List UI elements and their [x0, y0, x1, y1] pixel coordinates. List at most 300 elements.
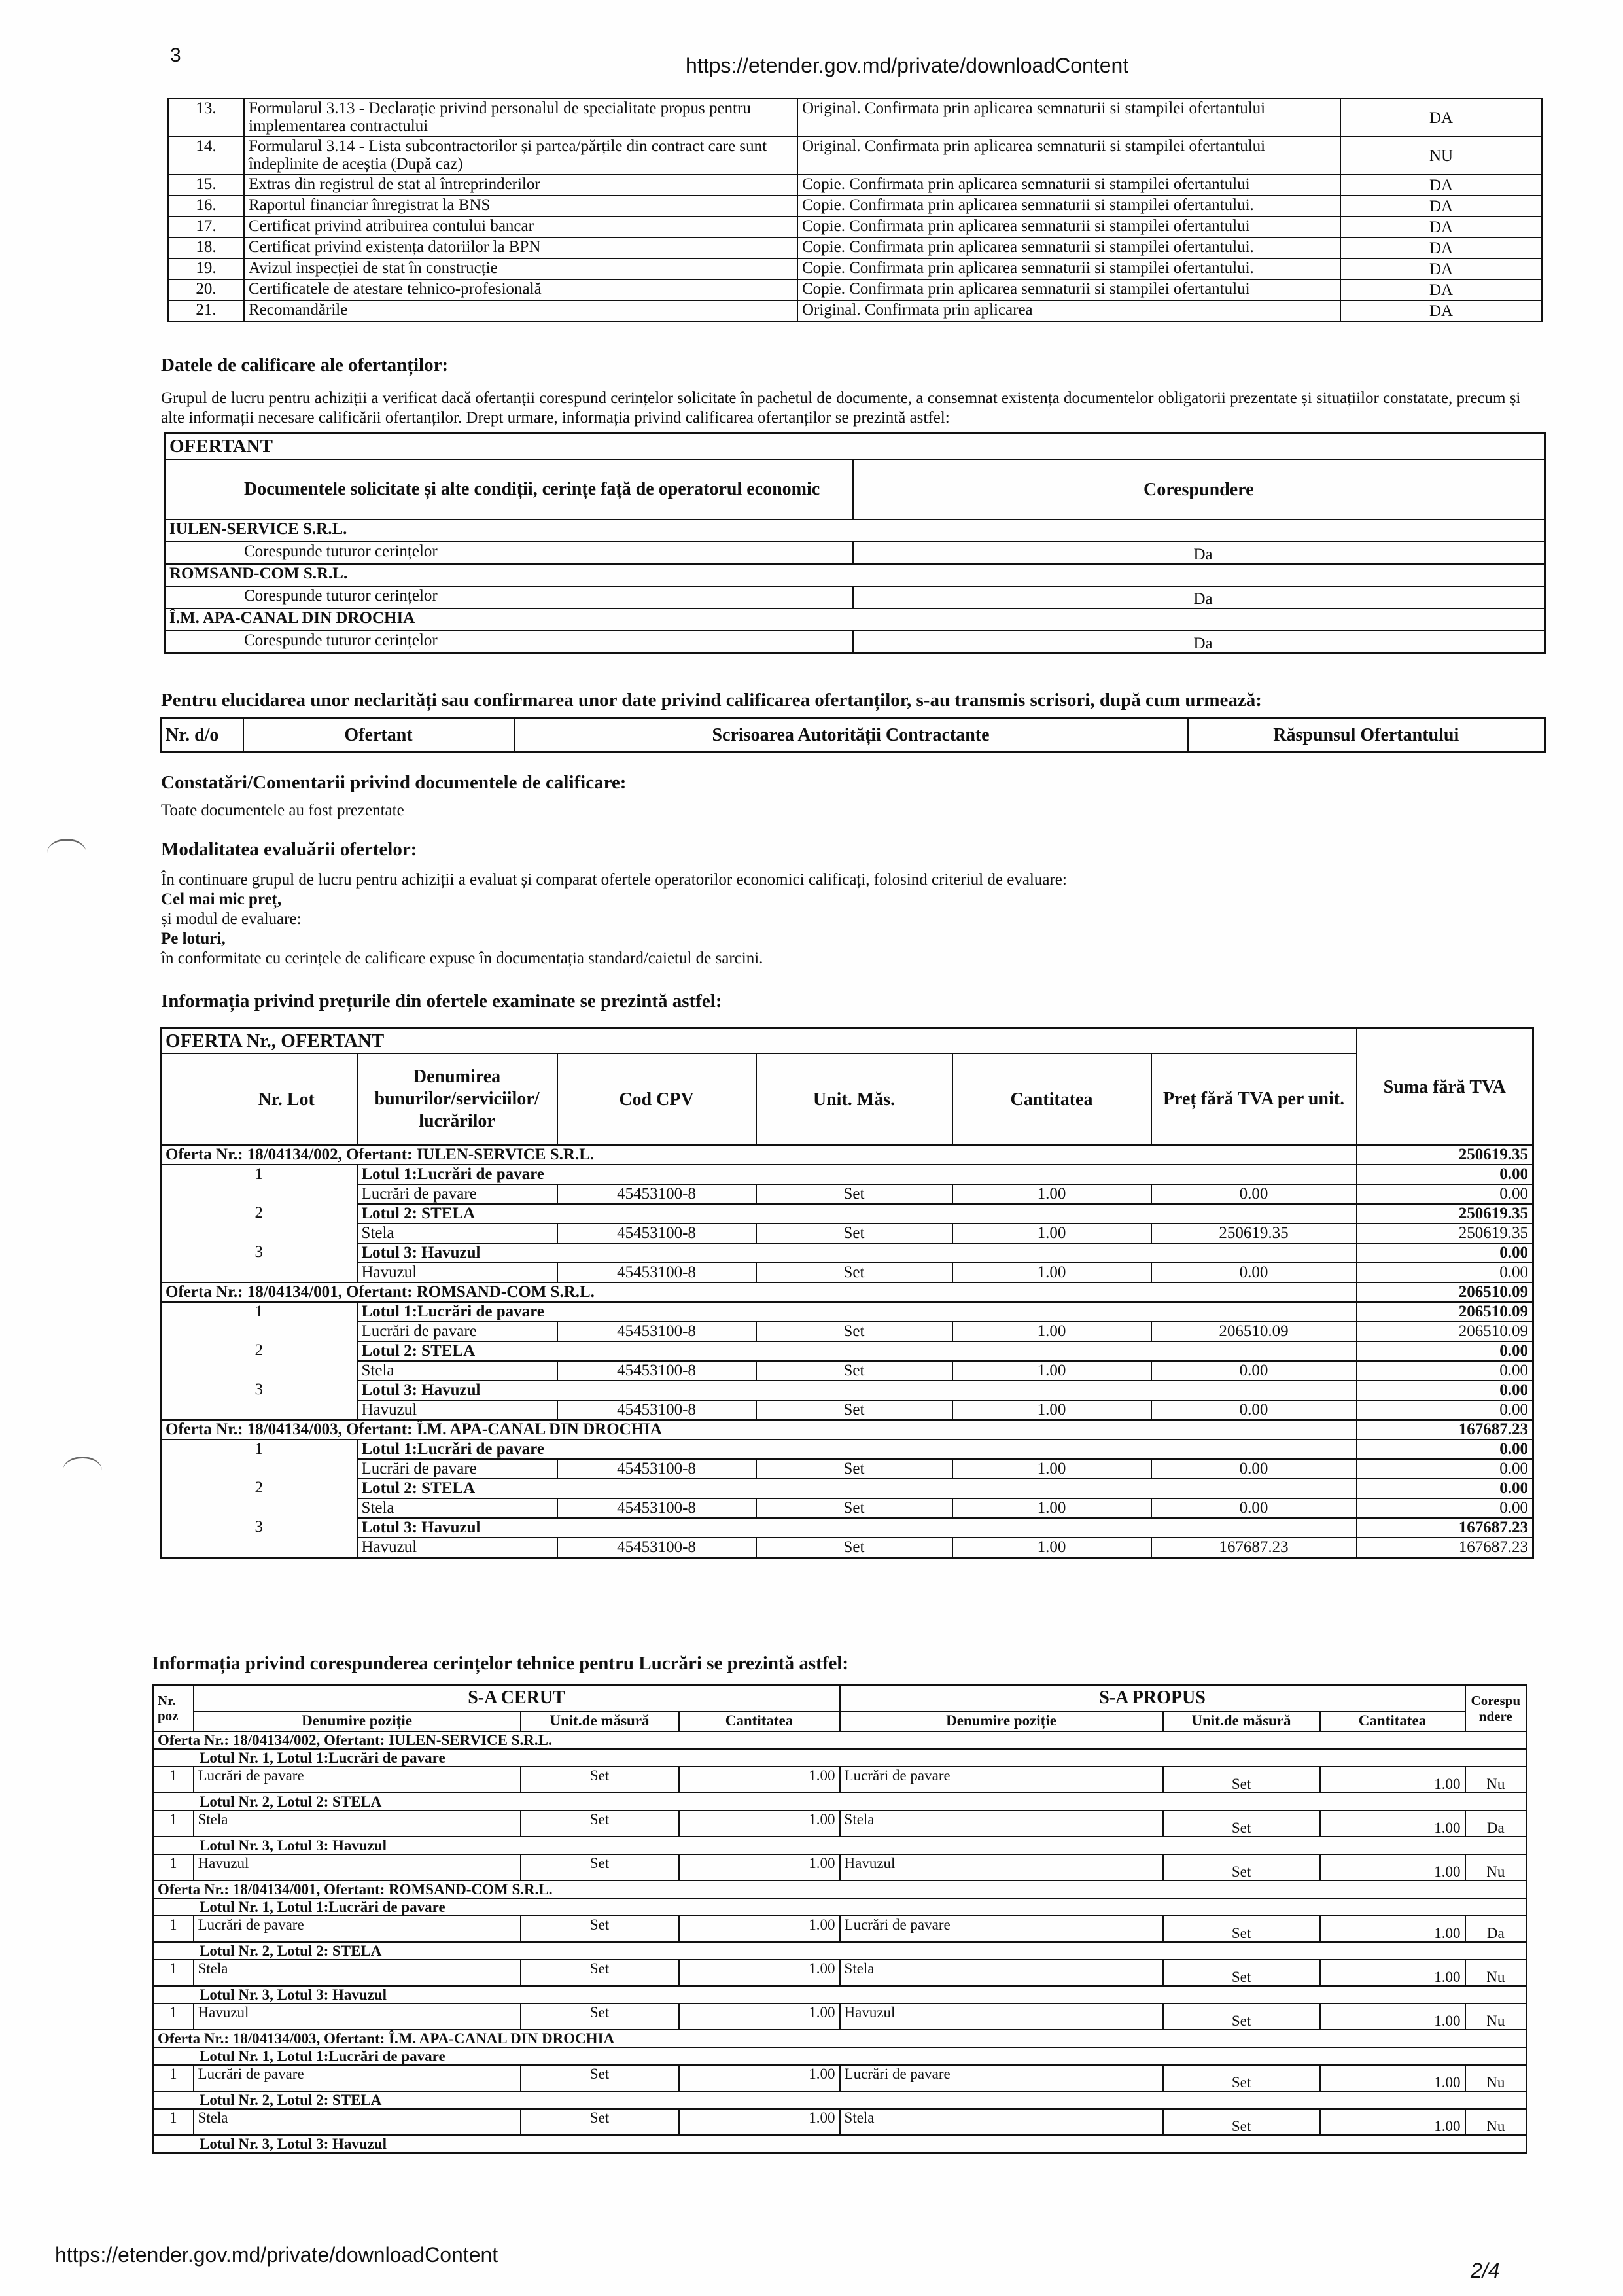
- price-lot-total: 0.00: [1357, 1165, 1533, 1184]
- tech-item-nr: 1: [153, 1810, 194, 1837]
- price-lot-row: [161, 1243, 1533, 1263]
- price-item-sum: 167687.23: [1357, 1538, 1533, 1557]
- price-item-unit: Set: [756, 1224, 952, 1243]
- tech-match: Nu: [1465, 1854, 1527, 1881]
- tech-req-qty: 1.00: [679, 2109, 840, 2135]
- doc-required: DA: [1340, 258, 1542, 279]
- qualification-result-row: [165, 631, 1545, 654]
- price-item-name: Havuzul: [357, 1538, 557, 1557]
- tech-offer-row: [153, 1731, 1527, 1749]
- doc-required: DA: [1340, 99, 1542, 137]
- price-item-name: Lucrări de pavare: [357, 1459, 557, 1479]
- tech-lot-name: Lotul Nr. 3, Lotul 3: Havuzul: [153, 2135, 1527, 2153]
- price-lot-name: Lotul 2: STELA: [357, 1204, 1357, 1224]
- price-item-sum: 0.00: [1357, 1361, 1533, 1381]
- price-item-name: Stela: [357, 1224, 557, 1243]
- doc-form: Copie. Confirmata prin aplicarea semnaturii si stampilei ofertantului.: [797, 196, 1340, 217]
- tech-req-name: Lucrări de pavare: [194, 1916, 521, 1942]
- price-lot-nr: 3: [161, 1381, 357, 1420]
- price-lot-nr: 1: [161, 1439, 357, 1479]
- tech-req-name: Lucrări de pavare: [194, 1767, 521, 1793]
- price-lot-total: 0.00: [1357, 1243, 1533, 1263]
- tech-lot-row: [153, 1898, 1527, 1916]
- tech-req-unit: Set: [521, 1960, 679, 1986]
- prices-col-name: Denumirea bunurilor/serviciilor/ lucrărilor: [357, 1053, 557, 1145]
- price-item-qty: 1.00: [952, 1322, 1151, 1341]
- table-row: [168, 175, 1542, 196]
- prices-col-lot: Nr. Lot: [161, 1053, 357, 1145]
- tech-req-unit: Set: [521, 2109, 679, 2135]
- price-offer-total: 167687.23: [1357, 1420, 1533, 1439]
- table-row: [168, 99, 1542, 137]
- evaluation-mode: Pe loturi,: [161, 930, 226, 947]
- price-item-name: Stela: [357, 1361, 557, 1381]
- price-item-unit: Set: [756, 1361, 952, 1381]
- price-item-name: Havuzul: [357, 1263, 557, 1282]
- price-item-row: [161, 1184, 1533, 1204]
- tech-lot-row: [153, 2091, 1527, 2109]
- tech-lot-row: [153, 1986, 1527, 2004]
- punch-hole: [63, 1457, 102, 1485]
- price-item-qty: 1.00: [952, 1538, 1151, 1557]
- tech-prop-unit: Set: [1163, 2004, 1320, 2030]
- tech-item-nr: 1: [153, 2004, 194, 2030]
- table-row: [168, 137, 1542, 175]
- doc-nr: 17.: [168, 217, 244, 238]
- evaluation-line2: și modul de evaluare:: [161, 910, 302, 928]
- price-lot-total: 0.00: [1357, 1439, 1533, 1459]
- tech-prop-name: Havuzul: [840, 2004, 1163, 2030]
- tech-match: Da: [1465, 1916, 1527, 1942]
- price-lot-total: 206510.09: [1357, 1302, 1533, 1322]
- price-lot-name: Lotul 1:Lucrări de pavare: [357, 1439, 1357, 1459]
- price-lot-row: [161, 1381, 1533, 1400]
- tech-match: Nu: [1465, 1960, 1527, 1986]
- price-item-unit: Set: [756, 1538, 952, 1557]
- price-offer-title: Oferta Nr.: 18/04134/001, Ofertant: ROMSAND-COM S.R.L.: [161, 1282, 1357, 1302]
- price-item-row: [161, 1361, 1533, 1381]
- tech-item-nr: 1: [153, 1960, 194, 1986]
- tech-req-name: Havuzul: [194, 1854, 521, 1881]
- qualification-offerer-row: [165, 609, 1545, 631]
- price-item-qty: 1.00: [952, 1400, 1151, 1420]
- technical-col-proposed: S-A PROPUS: [840, 1686, 1465, 1712]
- price-item-sum: 0.00: [1357, 1459, 1533, 1479]
- price-lot-name: Lotul 1:Lucrări de pavare: [357, 1302, 1357, 1322]
- tech-item-row: [153, 1854, 1527, 1881]
- tech-offer-title: Oferta Nr.: 18/04134/003, Ofertant: Î.M. APA-CANAL DIN DROCHIA: [153, 2030, 1527, 2047]
- price-lot-name: Lotul 2: STELA: [357, 1479, 1357, 1498]
- tech-prop-name: Stela: [840, 1810, 1163, 1837]
- doc-name: Formularul 3.14 - Lista subcontractorilor și partea/părțile din contract care sunt îndeplinite de aceștia (După caz): [244, 137, 797, 175]
- tech-prop-name: Stela: [840, 2109, 1163, 2135]
- price-item-qty: 1.00: [952, 1361, 1151, 1381]
- price-lot-nr: 2: [161, 1204, 357, 1243]
- tech-offer-row: [153, 1881, 1527, 1898]
- qualification-table-title: OFERTANT: [165, 433, 1545, 460]
- doc-form: Original. Confirmata prin aplicarea semnaturii si stampilei ofertantului: [797, 137, 1340, 175]
- price-item-qty: 1.00: [952, 1184, 1151, 1204]
- price-offer-total: 250619.35: [1357, 1145, 1533, 1165]
- qualification-table: [164, 432, 1546, 654]
- technical-col-match: Corespundere: [1465, 1686, 1527, 1731]
- tech-lot-row: [153, 1793, 1527, 1810]
- tech-item-nr: 1: [153, 1767, 194, 1793]
- table-row: [168, 258, 1542, 279]
- price-item-name: Havuzul: [357, 1400, 557, 1420]
- tech-offer-row: [153, 2030, 1527, 2047]
- tech-item-nr: 1: [153, 1854, 194, 1881]
- doc-required: NU: [1340, 137, 1542, 175]
- qualification-heading: Datele de calificare ale ofertanților:: [161, 355, 449, 376]
- price-item-price: 0.00: [1151, 1459, 1357, 1479]
- prices-col-price: Preț fără TVA per unit.: [1151, 1053, 1357, 1145]
- qualification-offerer-row: [165, 564, 1545, 586]
- doc-required: DA: [1340, 196, 1542, 217]
- price-item-price: 167687.23: [1151, 1538, 1357, 1557]
- price-item-cpv: 45453100-8: [557, 1184, 756, 1204]
- doc-nr: 19.: [168, 258, 244, 279]
- prices-table: [160, 1027, 1534, 1559]
- qualification-offerer-row: [165, 520, 1545, 542]
- price-lot-row: [161, 1302, 1533, 1322]
- footer-url: https://etender.gov.md/private/downloadContent: [55, 2243, 498, 2267]
- tech-item-row: [153, 2065, 1527, 2091]
- doc-name: Formularul 3.13 - Declarație privind personalul de specialitate propus pentru implementarea contractului: [244, 99, 797, 137]
- table-row: [168, 300, 1542, 321]
- header-url: https://etender.gov.md/private/downloadContent: [686, 54, 1129, 77]
- evaluation-line1: În continuare grupul de lucru pentru achiziții a evaluat și comparat ofertele operatorilor economici calificați, folosind criteriul de evaluare:: [161, 871, 1067, 889]
- price-offer-total: 206510.09: [1357, 1282, 1533, 1302]
- tech-prop-qty: 1.00: [1320, 1767, 1465, 1793]
- doc-nr: 20.: [168, 279, 244, 300]
- doc-required: DA: [1340, 279, 1542, 300]
- tech-item-row: [153, 1767, 1527, 1793]
- doc-nr: 14.: [168, 137, 244, 175]
- doc-name: Certificat privind atribuirea contului bancar: [244, 217, 797, 238]
- tech-item-nr: 1: [153, 2109, 194, 2135]
- tech-lot-name: Lotul Nr. 1, Lotul 1:Lucrări de pavare: [153, 1898, 1527, 1916]
- price-item-unit: Set: [756, 1322, 952, 1341]
- tech-prop-qty: 1.00: [1320, 2109, 1465, 2135]
- tech-prop-unit: Set: [1163, 1810, 1320, 1837]
- tech-prop-unit: Set: [1163, 2065, 1320, 2091]
- tech-prop-name: Lucrări de pavare: [840, 2065, 1163, 2091]
- price-item-sum: 0.00: [1357, 1184, 1533, 1204]
- price-item-name: Lucrări de pavare: [357, 1322, 557, 1341]
- price-item-sum: 0.00: [1357, 1498, 1533, 1518]
- price-item-qty: 1.00: [952, 1263, 1151, 1282]
- price-item-price: 0.00: [1151, 1184, 1357, 1204]
- price-lot-row: [161, 1518, 1533, 1538]
- doc-nr: 13.: [168, 99, 244, 137]
- evaluation-heading: Modalitatea evaluării ofertelor:: [161, 839, 417, 860]
- price-lot-nr: 1: [161, 1165, 357, 1204]
- price-lot-nr: 1: [161, 1302, 357, 1341]
- qualification-result-row: [165, 586, 1545, 609]
- price-item-price: 0.00: [1151, 1498, 1357, 1518]
- doc-nr: 18.: [168, 238, 244, 258]
- prices-col-cpv: Cod CPV: [557, 1053, 756, 1145]
- technical-col-prop-qty: Cantitatea: [1320, 1712, 1465, 1731]
- price-item-unit: Set: [756, 1400, 952, 1420]
- punch-hole: [47, 839, 86, 867]
- doc-nr: 21.: [168, 300, 244, 321]
- tech-req-name: Havuzul: [194, 2004, 521, 2030]
- prices-heading: Informația privind prețurile din ofertele examinate se prezintă astfel:: [161, 991, 722, 1012]
- price-item-unit: Set: [756, 1184, 952, 1204]
- table-row: [168, 238, 1542, 258]
- doc-form: Copie. Confirmata prin aplicarea semnaturii si stampilei ofertantului.: [797, 238, 1340, 258]
- technical-col-req-qty: Cantitatea: [679, 1712, 840, 1731]
- price-lot-name: Lotul 3: Havuzul: [357, 1518, 1357, 1538]
- doc-form: Original. Confirmata prin aplicarea semnaturii si stampilei ofertantului: [797, 99, 1340, 137]
- tech-prop-unit: Set: [1163, 1767, 1320, 1793]
- price-item-qty: 1.00: [952, 1459, 1151, 1479]
- technical-heading: Informația privind corespunderea cerințelor tehnice pentru Lucrări se prezintă astfel:: [152, 1653, 849, 1674]
- price-item-cpv: 45453100-8: [557, 1361, 756, 1381]
- price-lot-row: [161, 1439, 1533, 1459]
- page-number: 2/4: [1471, 2259, 1500, 2282]
- price-lot-row: [161, 1479, 1533, 1498]
- tech-lot-row: [153, 1749, 1527, 1767]
- qualification-paragraph: Grupul de lucru pentru achiziții a verificat dacă ofertanții corespund cerințelor solicitate în pachetul de documente, a consemnat existența documentelor obligatorii prezentate și situațiilor constatate, precum și alte informații necesare calificării ofertanților. Drept urmare, informația privind calificarea ofertanților se prezintă astfel:: [161, 389, 1521, 427]
- qualification-offerer-name: IULEN-SERVICE S.R.L.: [165, 520, 1545, 542]
- tech-prop-unit: Set: [1163, 2109, 1320, 2135]
- tech-lot-name: Lotul Nr. 2, Lotul 2: STELA: [153, 1793, 1527, 1810]
- price-item-row: [161, 1400, 1533, 1420]
- tech-item-row: [153, 2004, 1527, 2030]
- doc-name: Extras din registrul de stat al întreprinderilor: [244, 175, 797, 196]
- tech-req-qty: 1.00: [679, 1960, 840, 1986]
- prices-col-unit: Unit. Măs.: [756, 1053, 952, 1145]
- tech-req-name: Stela: [194, 2109, 521, 2135]
- evaluation-line3: în conformitate cu cerințele de calificare expuse în documentația standard/caietul de sarcini.: [161, 949, 763, 967]
- price-lot-row: [161, 1204, 1533, 1224]
- price-lot-name: Lotul 3: Havuzul: [357, 1243, 1357, 1263]
- table-row: [168, 217, 1542, 238]
- table-row: [168, 196, 1542, 217]
- price-item-cpv: 45453100-8: [557, 1538, 756, 1557]
- tech-offer-title: Oferta Nr.: 18/04134/002, Ofertant: IULEN-SERVICE S.R.L.: [153, 1731, 1527, 1749]
- tech-match: Da: [1465, 1810, 1527, 1837]
- table-row: [168, 279, 1542, 300]
- tech-req-qty: 1.00: [679, 1810, 840, 1837]
- qualification-requirement: Corespunde tuturor cerințelor: [165, 631, 853, 654]
- tech-req-name: Lucrări de pavare: [194, 2065, 521, 2091]
- price-item-row: [161, 1263, 1533, 1282]
- tech-match: Nu: [1465, 2065, 1527, 2091]
- price-item-price: 250619.35: [1151, 1224, 1357, 1243]
- price-item-price: 0.00: [1151, 1263, 1357, 1282]
- doc-name: Recomandările: [244, 300, 797, 321]
- price-item-qty: 1.00: [952, 1224, 1151, 1243]
- price-item-unit: Set: [756, 1263, 952, 1282]
- price-item-cpv: 45453100-8: [557, 1263, 756, 1282]
- price-lot-name: Lotul 1:Lucrări de pavare: [357, 1165, 1357, 1184]
- price-item-row: [161, 1498, 1533, 1518]
- price-item-sum: 0.00: [1357, 1400, 1533, 1420]
- price-item-unit: Set: [756, 1459, 952, 1479]
- tech-lot-row: [153, 1837, 1527, 1854]
- doc-form: Copie. Confirmata prin aplicarea semnaturii si stampilei ofertantului: [797, 279, 1340, 300]
- doc-name: Certificat privind existența datoriilor la BPN: [244, 238, 797, 258]
- prices-col-sum: Suma fără TVA: [1357, 1029, 1533, 1146]
- doc-required: DA: [1340, 300, 1542, 321]
- tech-req-qty: 1.00: [679, 1767, 840, 1793]
- price-lot-total: 0.00: [1357, 1381, 1533, 1400]
- qualification-col-docs: Documentele solicitate și alte condiții, cerințe față de operatorul economic: [165, 459, 853, 520]
- tech-req-name: Stela: [194, 1960, 521, 1986]
- price-lot-total: 0.00: [1357, 1479, 1533, 1498]
- tech-prop-unit: Set: [1163, 1960, 1320, 1986]
- tech-item-row: [153, 1810, 1527, 1837]
- tech-prop-name: Stela: [840, 1960, 1163, 1986]
- price-item-cpv: 45453100-8: [557, 1459, 756, 1479]
- price-lot-name: Lotul 3: Havuzul: [357, 1381, 1357, 1400]
- page-mark: 3: [170, 44, 181, 66]
- price-item-cpv: 45453100-8: [557, 1400, 756, 1420]
- price-offer-title: Oferta Nr.: 18/04134/003, Ofertant: Î.M. APA-CANAL DIN DROCHIA: [161, 1420, 1357, 1439]
- price-offer-row: [161, 1420, 1533, 1439]
- price-item-cpv: 45453100-8: [557, 1498, 756, 1518]
- doc-form: Original. Confirmata prin aplicarea: [797, 300, 1340, 321]
- price-item-row: [161, 1322, 1533, 1341]
- tech-req-qty: 1.00: [679, 1916, 840, 1942]
- price-lot-name: Lotul 2: STELA: [357, 1341, 1357, 1361]
- tech-req-qty: 1.00: [679, 2004, 840, 2030]
- price-lot-total: 167687.23: [1357, 1518, 1533, 1538]
- evaluation-criterion: Cel mai mic preț,: [161, 891, 282, 908]
- qualification-offerer-name: Î.M. APA-CANAL DIN DROCHIA: [165, 609, 1545, 631]
- prices-table-title: OFERTA Nr., OFERTANT: [161, 1029, 1357, 1054]
- price-item-cpv: 45453100-8: [557, 1224, 756, 1243]
- price-lot-row: [161, 1341, 1533, 1361]
- price-offer-row: [161, 1145, 1533, 1165]
- tech-req-unit: Set: [521, 2004, 679, 2030]
- technical-col-prop-unit: Unit.de măsură: [1163, 1712, 1320, 1731]
- tech-match: Nu: [1465, 2109, 1527, 2135]
- technical-col-req-name: Denumire poziție: [194, 1712, 521, 1731]
- price-item-cpv: 45453100-8: [557, 1322, 756, 1341]
- qualification-value: Da: [853, 586, 1545, 609]
- tech-prop-name: Lucrări de pavare: [840, 1916, 1163, 1942]
- price-item-name: Lucrări de pavare: [357, 1184, 557, 1204]
- price-item-row: [161, 1224, 1533, 1243]
- tech-req-qty: 1.00: [679, 2065, 840, 2091]
- qualification-col-match: Corespundere: [853, 459, 1545, 520]
- tech-item-row: [153, 1916, 1527, 1942]
- price-lot-row: [161, 1165, 1533, 1184]
- technical-table: [152, 1684, 1527, 2154]
- doc-name: Certificatele de atestare tehnico-profesională: [244, 279, 797, 300]
- qualification-value: Da: [853, 542, 1545, 564]
- qualification-result-row: [165, 542, 1545, 564]
- tech-req-unit: Set: [521, 1810, 679, 1837]
- letters-col-answer: Răspunsul Ofertantului: [1188, 718, 1545, 752]
- doc-form: Copie. Confirmata prin aplicarea semnaturii si stampilei ofertantului: [797, 175, 1340, 196]
- qualification-requirement: Corespunde tuturor cerințelor: [165, 542, 853, 564]
- tech-lot-row: [153, 2047, 1527, 2065]
- price-item-name: Stela: [357, 1498, 557, 1518]
- tech-prop-name: Havuzul: [840, 1854, 1163, 1881]
- tech-req-unit: Set: [521, 1854, 679, 1881]
- technical-col-prop-name: Denumire poziție: [840, 1712, 1163, 1731]
- tech-req-unit: Set: [521, 1767, 679, 1793]
- tech-req-qty: 1.00: [679, 1854, 840, 1881]
- tech-lot-row: [153, 2135, 1527, 2153]
- price-item-sum: 250619.35: [1357, 1224, 1533, 1243]
- letters-heading: Pentru elucidarea unor neclarități sau confirmarea unor date privind calificarea ofertanților, s-au transmis scrisori, după cum urmează:: [161, 690, 1262, 711]
- price-item-price: 0.00: [1151, 1400, 1357, 1420]
- tech-lot-row: [153, 1942, 1527, 1960]
- doc-required: DA: [1340, 238, 1542, 258]
- price-offer-title: Oferta Nr.: 18/04134/002, Ofertant: IULEN-SERVICE S.R.L.: [161, 1145, 1357, 1165]
- tech-item-row: [153, 1960, 1527, 1986]
- tech-lot-name: Lotul Nr. 1, Lotul 1:Lucrări de pavare: [153, 2047, 1527, 2065]
- price-item-row: [161, 1538, 1533, 1557]
- letters-col-offerer: Ofertant: [243, 718, 514, 752]
- doc-name: Raportul financiar înregistrat la BNS: [244, 196, 797, 217]
- doc-form: Copie. Confirmata prin aplicarea semnaturii si stampilei ofertantului: [797, 217, 1340, 238]
- price-lot-total: 0.00: [1357, 1341, 1533, 1361]
- tech-match: Nu: [1465, 1767, 1527, 1793]
- technical-col-required: S-A CERUT: [194, 1686, 840, 1712]
- tech-req-unit: Set: [521, 1916, 679, 1942]
- qualification-value: Da: [853, 631, 1545, 654]
- technical-col-nr: Nr. poz: [153, 1686, 194, 1731]
- tech-prop-qty: 1.00: [1320, 2004, 1465, 2030]
- documents-table: [167, 98, 1543, 322]
- price-lot-total: 250619.35: [1357, 1204, 1533, 1224]
- price-item-qty: 1.00: [952, 1498, 1151, 1518]
- tech-lot-name: Lotul Nr. 3, Lotul 3: Havuzul: [153, 1837, 1527, 1854]
- tech-prop-qty: 1.00: [1320, 1810, 1465, 1837]
- tech-item-nr: 1: [153, 1916, 194, 1942]
- price-item-sum: 206510.09: [1357, 1322, 1533, 1341]
- price-offer-row: [161, 1282, 1533, 1302]
- qualification-offerer-name: ROMSAND-COM S.R.L.: [165, 564, 1545, 586]
- prices-col-qty: Cantitatea: [952, 1053, 1151, 1145]
- technical-col-req-unit: Unit.de măsură: [521, 1712, 679, 1731]
- tech-prop-name: Lucrări de pavare: [840, 1767, 1163, 1793]
- price-item-unit: Set: [756, 1498, 952, 1518]
- tech-lot-name: Lotul Nr. 3, Lotul 3: Havuzul: [153, 1986, 1527, 2004]
- price-item-row: [161, 1459, 1533, 1479]
- findings-text: Toate documentele au fost prezentate: [161, 802, 404, 819]
- tech-req-unit: Set: [521, 2065, 679, 2091]
- letters-table: [160, 717, 1546, 753]
- tech-offer-title: Oferta Nr.: 18/04134/001, Ofertant: ROMSAND-COM S.R.L.: [153, 1881, 1527, 1898]
- doc-name: Avizul inspecției de stat în construcție: [244, 258, 797, 279]
- tech-prop-qty: 1.00: [1320, 1960, 1465, 1986]
- tech-prop-qty: 1.00: [1320, 1854, 1465, 1881]
- tech-prop-unit: Set: [1163, 1916, 1320, 1942]
- price-lot-nr: 3: [161, 1518, 357, 1557]
- letters-col-letter: Scrisoarea Autorității Contractante: [514, 718, 1188, 752]
- doc-nr: 15.: [168, 175, 244, 196]
- tech-lot-name: Lotul Nr. 2, Lotul 2: STELA: [153, 1942, 1527, 1960]
- price-item-price: 0.00: [1151, 1361, 1357, 1381]
- tech-lot-name: Lotul Nr. 2, Lotul 2: STELA: [153, 2091, 1527, 2109]
- tech-req-name: Stela: [194, 1810, 521, 1837]
- doc-nr: 16.: [168, 196, 244, 217]
- doc-required: DA: [1340, 175, 1542, 196]
- tech-prop-unit: Set: [1163, 1854, 1320, 1881]
- price-item-price: 206510.09: [1151, 1322, 1357, 1341]
- tech-prop-qty: 1.00: [1320, 1916, 1465, 1942]
- tech-item-row: [153, 2109, 1527, 2135]
